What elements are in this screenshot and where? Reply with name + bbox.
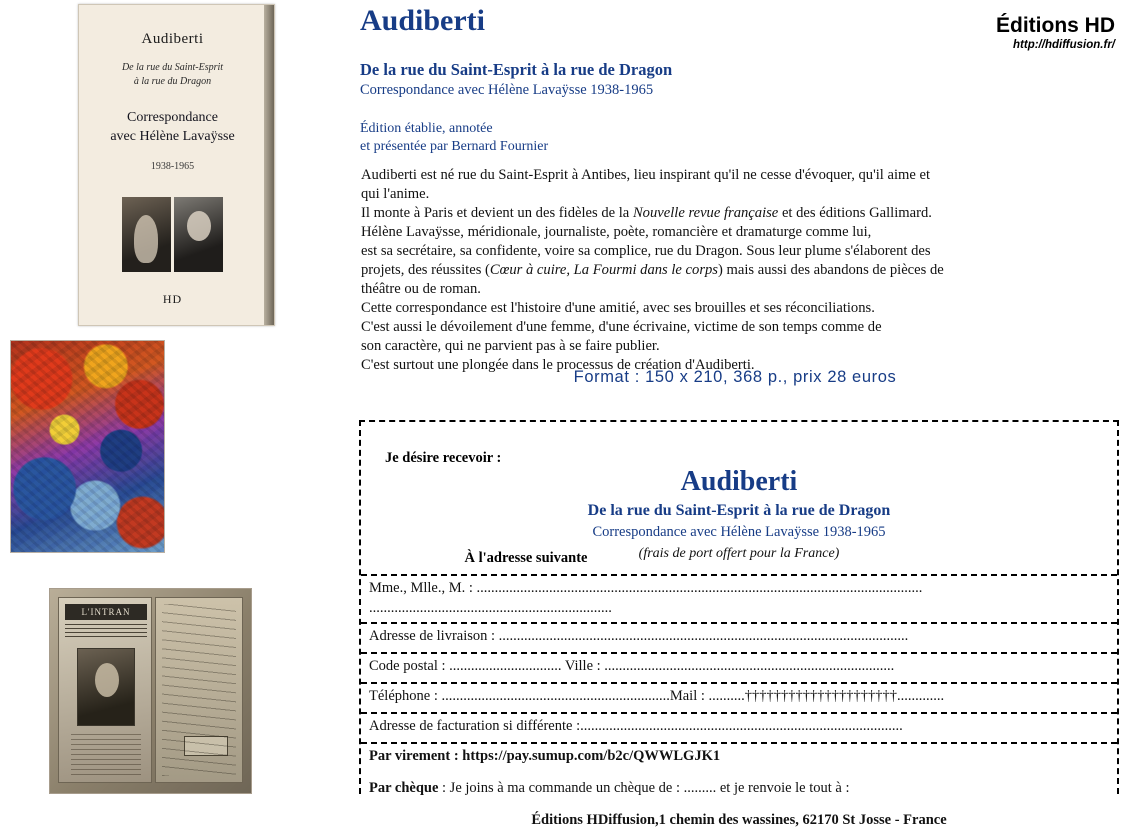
payment-transfer-label: Par virement :	[369, 748, 459, 764]
order-form	[359, 420, 1119, 828]
cover-author: Audiberti	[141, 31, 204, 47]
form-divider-4	[361, 712, 1117, 714]
cover-spine	[264, 5, 274, 325]
notebook-handwriting	[71, 734, 141, 776]
payment-transfer-row[interactable]	[369, 748, 1113, 765]
notebook-id-photo	[77, 648, 135, 726]
order-book-title: Audiberti	[680, 466, 798, 497]
form-divider-top	[361, 574, 1117, 576]
description-line: Hélène Lavaÿsse, méridionale, journaliste, poète, romancière et dramaturge comme lui,	[361, 223, 872, 240]
abstract-painting-image	[10, 340, 165, 553]
description-emphasis: Cœur à cuire, La Fourmi dans le corps	[489, 261, 718, 278]
notebook-photo-image	[49, 588, 252, 794]
field-postal-city[interactable]: Code postal : ............................... Ville : ................................................................................	[369, 658, 895, 674]
publisher-name: Éditions HD	[996, 14, 1115, 37]
description-line: théâtre ou de roman.	[361, 280, 481, 297]
field-billing-address[interactable]: Adresse de facturation si différente :.........................................................................................	[369, 718, 903, 734]
format-price-line: Format : 150 x 210, 368 p., prix 28 euros	[573, 368, 897, 386]
form-divider-5	[361, 742, 1117, 744]
edition-credit-line2: et présentée par Bernard Fournier	[360, 138, 549, 154]
cover-title-line1: Correspondance	[127, 110, 218, 125]
description-text	[361, 166, 1061, 375]
form-divider-2	[361, 652, 1117, 654]
edition-credit-line1: Édition établie, annotée	[360, 121, 493, 136]
notebook-right-page	[155, 597, 243, 783]
order-book-subtitle: De la rue du Saint-Esprit à la rue de Dragon	[587, 502, 891, 519]
book-cover-image	[78, 4, 275, 326]
field-name-continued[interactable]: ...................................................................	[369, 600, 612, 616]
description-line: Il monte à Paris et devient un des fidèles de la Nouvelle revue française et des éditions Gallimard.	[361, 204, 932, 221]
book-subtitle: De la rue du Saint-Esprit à la rue de Dragon	[360, 60, 673, 79]
cover-publisher-mark: HD	[162, 292, 183, 306]
cover-subtitle-line1: De la rue du Saint-Esprit	[121, 62, 224, 73]
cover-title-line2: avec Hélène Lavaÿsse	[110, 128, 235, 144]
cover-subtitle	[79, 61, 266, 88]
payment-transfer-value[interactable]: https://pay.sumup.com/b2c/QWWLGJK1	[458, 748, 721, 764]
left-image-column	[0, 0, 350, 794]
cover-photo-man	[174, 197, 223, 272]
payment-cheque-label: Par chèque	[369, 780, 439, 796]
description-line: Audiberti est né rue du Saint-Esprit à Antibes, lieu inspirant qu'il ne cesse d'évoquer, qu'il aime et	[361, 167, 931, 183]
book-subtitle-secondary: Correspondance avec Hélène Lavaÿsse 1938-1965	[360, 82, 654, 98]
publisher-url[interactable]: http://hdiffusion.fr/	[1013, 39, 1115, 51]
publisher-brand	[996, 14, 1115, 51]
order-desire-label: Je désire recevoir :	[385, 450, 502, 466]
cover-photo-woman	[122, 197, 171, 272]
field-delivery-address[interactable]: Adresse de livraison : .................................................................................................................	[369, 628, 909, 644]
field-name[interactable]: Mme., Mlle., M. : ...........................................................................................................................	[369, 580, 923, 596]
page-title: Audiberti	[360, 4, 486, 37]
cover-subtitle-line2: à la rue du Dragon	[133, 75, 212, 87]
description-line: son caractère, qui ne parvient pas à se faire publier.	[361, 337, 660, 354]
field-phone-mail[interactable]: Téléphone : ...............................................................Mail : ..........†††††††††††††††††††††.............	[369, 688, 945, 704]
order-shipping-note: (frais de port offert pour la France)	[638, 546, 840, 561]
payment-cheque-value[interactable]: : Je joins à ma commande un chèque de : ......... et je renvoie le tout à :	[438, 780, 850, 796]
notebook-masthead: L'INTRAN	[65, 604, 147, 620]
form-divider-3	[361, 682, 1117, 684]
order-book-subtitle2: Correspondance avec Hélène Lavaÿsse 1938-1965	[592, 524, 886, 540]
description-line: Cette correspondance est l'histoire d'une amitié, avec ses brouilles et ses réconciliations.	[361, 299, 875, 316]
description-line: est sa secrétaire, sa confidente, voire sa complice, rue du Dragon. Sous leur plume s'élaborent des	[361, 242, 931, 259]
edition-credit	[360, 120, 548, 156]
description-emphasis: Nouvelle revue française	[632, 204, 779, 221]
payment-cheque-row	[369, 780, 1113, 797]
notebook-stamp-box	[184, 736, 228, 756]
notebook-left-page	[58, 597, 152, 783]
form-divider-1	[361, 622, 1117, 624]
cover-photo-pair	[122, 197, 223, 272]
description-line: C'est surtout une plongée dans le processus de création d'Audiberti.	[361, 356, 755, 373]
description-line: projets, des réussites (Cœur à cuire, La Fourmi dans le corps) mais aussi des abandons de pièces de	[361, 261, 944, 278]
cover-title	[79, 109, 266, 147]
cover-years: 1938-1965	[150, 161, 195, 172]
main-content	[355, 0, 1123, 828]
description-line: C'est aussi le dévoilement d'une femme, d'une écrivaine, victime de son temps comme de	[361, 318, 882, 335]
notebook-text-lines	[65, 624, 147, 640]
publisher-postal-address: Éditions HDiffusion,1 chemin des wassines, 62170 St Josse - France	[531, 812, 947, 828]
order-address-heading: À l'adresse suivante	[464, 550, 588, 566]
description-line: qui l'anime.	[361, 185, 430, 202]
